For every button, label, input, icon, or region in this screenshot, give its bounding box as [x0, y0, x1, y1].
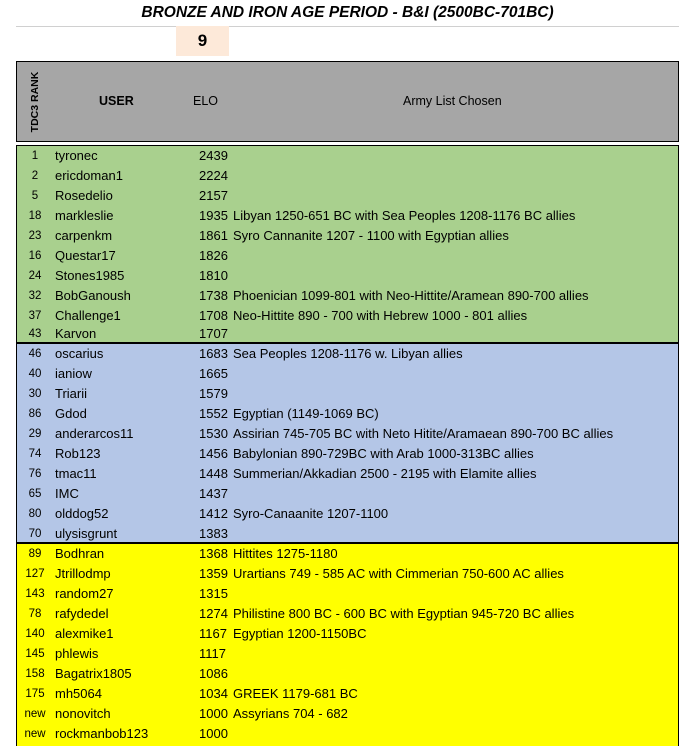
rank-cell: 80: [28, 508, 42, 520]
rank-cell: 24: [28, 270, 42, 282]
rank-cell: 16: [28, 250, 42, 262]
table-row: [17, 246, 678, 266]
rank-cell: 70: [28, 528, 42, 540]
elo-cell: 1810: [199, 268, 228, 283]
army-header: Army List Chosen: [403, 94, 502, 108]
elo-cell: 1359: [199, 566, 228, 581]
user-cell: ulysisgrunt: [55, 526, 118, 541]
table-row: [17, 306, 678, 326]
elo-cell: 1708: [199, 308, 228, 323]
elo-cell: 1000: [199, 726, 228, 741]
user-cell: Challenge1: [55, 308, 121, 323]
rank-cell: 2: [31, 170, 39, 182]
elo-cell: 1552: [199, 406, 228, 421]
rank-cell: 175: [25, 688, 45, 700]
table-row: [17, 724, 678, 744]
army-cell: Sea Peoples 1208-1176 w. Libyan allies: [233, 346, 463, 361]
rank-cell: 32: [28, 290, 42, 302]
elo-cell: 1000: [199, 706, 228, 721]
user-cell: rockmanbob123: [55, 726, 149, 741]
user-header: USER: [99, 94, 134, 108]
section-top: [16, 145, 679, 343]
table-row: [17, 266, 678, 286]
user-cell: anderarcos11: [55, 426, 134, 441]
rank-cell: 37: [28, 310, 42, 322]
army-cell: Neo-Hittite 890 - 700 with Hebrew 1000 - 801 allies: [233, 308, 528, 323]
elo-cell: 1117: [199, 646, 226, 661]
army-cell: Phoenician 1099-801 with Neo-Hittite/Aramean 890-700 allies: [233, 288, 589, 303]
user-cell: Gdod: [55, 406, 87, 421]
table-row: [17, 644, 678, 664]
user-cell: Rosedelio: [55, 188, 113, 203]
elo-cell: 1167: [199, 626, 227, 641]
army-cell: Hittites 1275-1180: [233, 546, 338, 561]
army-cell: Philistine 800 BC - 600 BC with Egyptian 945-720 BC allies: [233, 606, 575, 621]
table-row: [17, 226, 678, 246]
user-cell: Bodhran: [55, 546, 105, 561]
elo-cell: 1456: [199, 446, 228, 461]
user-cell: IMC: [55, 486, 79, 501]
user-cell: ericdoman1: [55, 168, 123, 183]
rank-cell: 74: [28, 448, 42, 460]
table-row: [17, 206, 678, 226]
table-row: [17, 704, 678, 724]
elo-header: ELO: [193, 94, 219, 108]
rank-cell: 89: [28, 548, 42, 560]
rank-cell: 30: [28, 388, 42, 400]
elo-cell: 1368: [199, 546, 228, 561]
rank-cell: 76: [28, 468, 42, 480]
user-cell: markleslie: [55, 208, 114, 223]
elo-cell: 1034: [199, 686, 228, 701]
army-cell: Libyan 1250-651 BC with Sea Peoples 1208-1176 BC allies: [233, 208, 576, 223]
elo-cell: 1412: [199, 506, 228, 521]
elo-cell: 1579: [199, 386, 228, 401]
elo-cell: 1274: [199, 606, 228, 621]
user-cell: Bagatrix1805: [55, 666, 132, 681]
table-row: [17, 584, 678, 604]
table-row: [17, 564, 678, 584]
user-cell: Rob123: [55, 446, 101, 461]
table-row: [17, 424, 678, 444]
table-row: [17, 464, 678, 484]
rank-cell: new: [24, 728, 46, 740]
section-middle: [16, 343, 679, 543]
rank-cell: 127: [25, 568, 45, 580]
user-cell: Questar17: [55, 248, 116, 263]
elo-cell: 1738: [199, 288, 228, 303]
rank-cell: 145: [25, 648, 45, 660]
page-title: BRONZE AND IRON AGE PERIOD - B&I (2500BC-701BC): [16, 0, 679, 27]
user-cell: Stones1985: [55, 268, 125, 283]
rank-cell: 140: [25, 628, 45, 640]
rank-header-cell: [17, 62, 53, 141]
user-cell: Karvon: [55, 326, 97, 341]
army-cell: Assirian 745-705 BC with Neto Hitite/Aramaean 890-700 BC allies: [233, 426, 614, 441]
user-cell: Jtrillodmp: [55, 566, 111, 581]
user-cell: mh5064: [55, 686, 102, 701]
table-row: [17, 604, 678, 624]
table-row: [17, 444, 678, 464]
army-cell: Urartians 749 - 585 AC with Cimmerian 750-600 AC allies: [233, 566, 564, 581]
elo-cell: 1665: [199, 366, 228, 381]
rank-cell: 18: [28, 210, 42, 222]
table-row: [17, 166, 678, 186]
rank-cell: 65: [28, 488, 42, 500]
table-row: [17, 544, 678, 564]
count-value: 9: [176, 26, 229, 56]
rank-cell: 1: [31, 150, 39, 162]
user-cell: random27: [55, 586, 114, 601]
table-row: [17, 624, 678, 644]
user-cell: carpenkm: [55, 228, 113, 243]
elo-cell: 2224: [199, 168, 228, 183]
army-cell: Babylonian 890-729BC with Arab 1000-313BC allies: [233, 446, 534, 461]
elo-cell: 1707: [199, 326, 228, 341]
table-row: [17, 186, 678, 206]
elo-cell: 1935: [199, 208, 228, 223]
army-cell: Assyrians 704 - 682: [233, 706, 348, 721]
user-cell: Triarii: [55, 386, 88, 401]
section-bottom: [16, 543, 679, 746]
elo-cell: 1826: [199, 248, 228, 263]
elo-cell: 1861: [199, 228, 228, 243]
rank-cell: 23: [28, 230, 42, 242]
user-cell: nonovitch: [55, 706, 111, 721]
table-row: [17, 504, 678, 524]
rank-cell: 46: [28, 348, 42, 360]
elo-cell: 1683: [199, 346, 228, 361]
table-row: [17, 524, 678, 544]
rank-header: TDC3 RANK: [29, 71, 41, 132]
elo-cell: 2157: [199, 188, 228, 203]
army-cell: GREEK 1179-681 BC: [233, 686, 358, 701]
table-row: [17, 324, 678, 344]
user-cell: alexmike1: [55, 626, 114, 641]
rank-cell: 78: [28, 608, 42, 620]
army-cell: Summerian/Akkadian 2500 - 2195 with Elamite allies: [233, 466, 537, 481]
rank-cell: 43: [28, 328, 42, 340]
table-row: [17, 684, 678, 704]
army-cell: Syro-Canaanite 1207-1100: [233, 506, 389, 521]
rank-cell: new: [24, 708, 46, 720]
elo-cell: 1448: [199, 466, 228, 481]
table-row: [17, 364, 678, 384]
count-row: [16, 26, 679, 56]
user-cell: ianiow: [55, 366, 92, 381]
user-cell: rafydedel: [55, 606, 109, 621]
elo-cell: 1086: [199, 666, 228, 681]
elo-cell: 1437: [199, 486, 228, 501]
elo-cell: 1530: [199, 426, 228, 441]
table-row: [17, 404, 678, 424]
elo-cell: 1383: [199, 526, 228, 541]
army-cell: Egyptian (1149-1069 BC): [233, 406, 379, 421]
elo-cell: 1315: [199, 586, 228, 601]
army-cell: Egyptian 1200-1150BC: [233, 626, 367, 641]
elo-cell: 2439: [199, 148, 228, 163]
table-row: [17, 484, 678, 504]
table-row: [17, 664, 678, 684]
table-row: [17, 344, 678, 364]
user-cell: oscarius: [55, 346, 104, 361]
table-header: [16, 61, 679, 142]
army-cell: Syro Cannanite 1207 - 1100 with Egyptian allies: [233, 228, 509, 243]
table-row: [17, 146, 678, 166]
user-cell: phlewis: [55, 646, 99, 661]
rank-cell: 29: [28, 428, 42, 440]
rank-cell: 86: [28, 408, 42, 420]
user-cell: tmac11: [55, 466, 97, 481]
rank-cell: 143: [25, 588, 45, 600]
rank-cell: 40: [28, 368, 42, 380]
rank-cell: 5: [31, 190, 39, 202]
user-cell: olddog52: [55, 506, 109, 521]
table-row: [17, 286, 678, 306]
user-cell: tyronec: [55, 148, 98, 163]
table-row: [17, 384, 678, 404]
user-cell: BobGanoush: [55, 288, 131, 303]
rank-cell: 158: [25, 668, 45, 680]
